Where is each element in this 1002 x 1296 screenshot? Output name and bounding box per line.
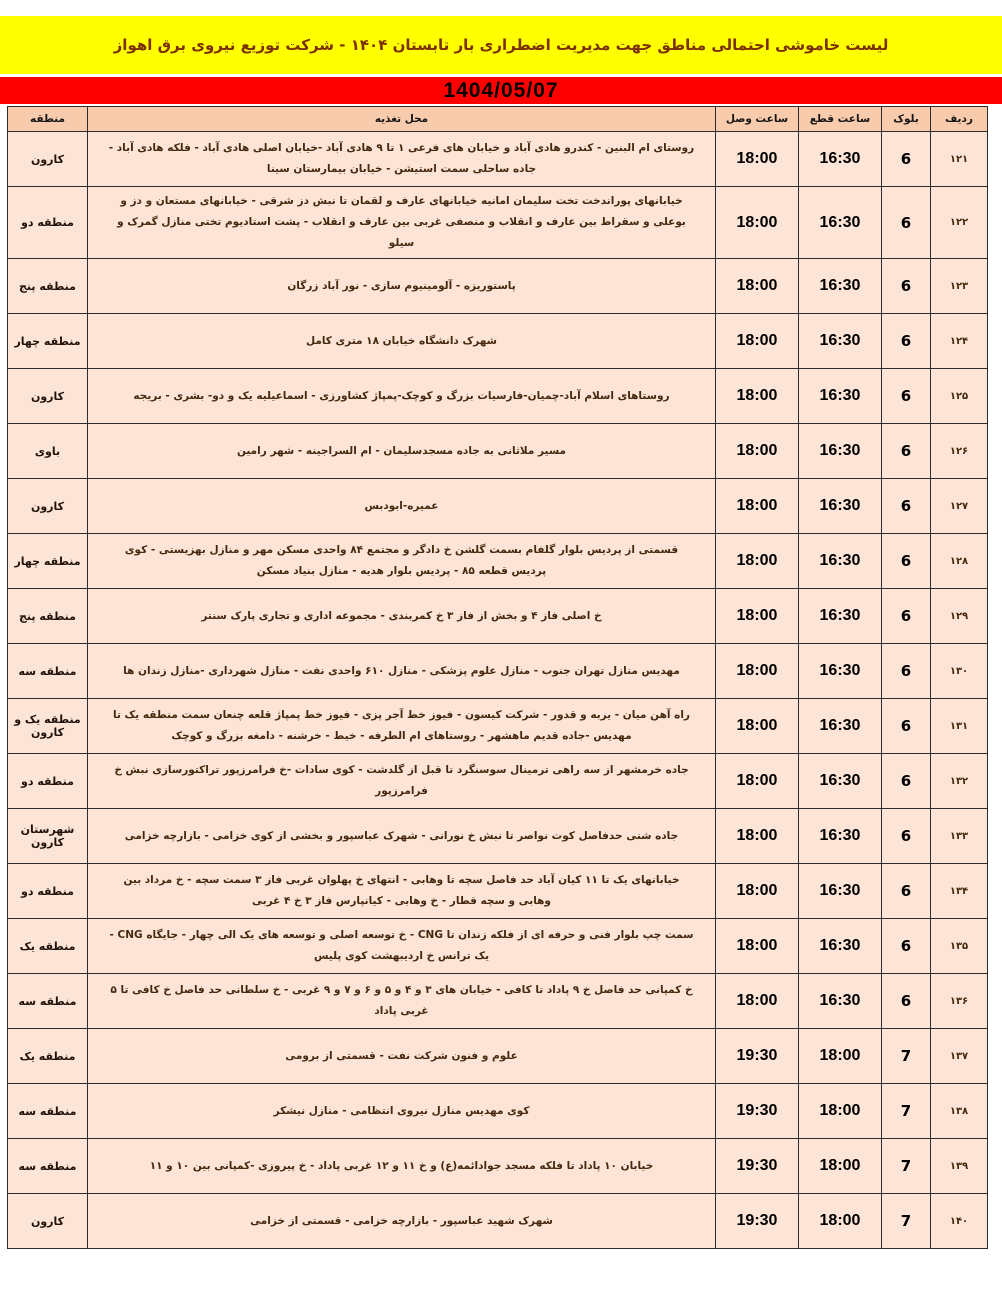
cell-rownum: ۱۲۵ xyxy=(931,369,988,424)
cell-location: قسمتی از پردیس بلوار گلفام بسمت گلشن خ دادگر و مجتمع ۸۴ واحدی مسکن مهر و منازل بهزیستی - کوی پردیس قطعه ۸۵ - پردیس بلوار هدیه - منازل بنیاد مسکن xyxy=(88,534,716,589)
cell-rownum: ۱۳۶ xyxy=(931,974,988,1029)
cell-region: منطقه چهار xyxy=(8,314,88,369)
cell-block: 7 xyxy=(882,1194,931,1249)
cell-rownum: ۱۳۳ xyxy=(931,809,988,864)
cell-on-time: 18:00 xyxy=(716,754,799,809)
cell-on-time: 19:30 xyxy=(716,1139,799,1194)
cell-block: 6 xyxy=(882,809,931,864)
table-row xyxy=(8,1029,988,1084)
header-cell-block: بلوک xyxy=(882,107,931,132)
cell-region: منطقه دو xyxy=(8,754,88,809)
cell-region: باوی xyxy=(8,424,88,479)
cell-rownum: ۱۲۲ xyxy=(931,187,988,259)
cell-off-time: 18:00 xyxy=(799,1194,882,1249)
cell-location: خیابانهای یک تا ۱۱ کیان آباد حد فاصل سچه تا وهابی - انتهای خ پهلوان غربی فاز ۳ سمت سچه - خ مرداد بین وهابی و سچه قطار - خ وهابی - کیانپارس فاز ۳ خ ۴ غربی xyxy=(88,864,716,919)
cell-on-time: 19:30 xyxy=(716,1084,799,1139)
cell-region: منطقه پنج xyxy=(8,259,88,314)
page-title: لیست خاموشی احتمالی مناطق جهت مدیریت اضطراری بار تابستان ۱۴۰۴ - شرکت توزیع نیروی برق اهواز xyxy=(113,36,889,54)
cell-on-time: 18:00 xyxy=(716,699,799,754)
header-row xyxy=(8,107,988,132)
cell-rownum: ۱۳۱ xyxy=(931,699,988,754)
cell-off-time: 16:30 xyxy=(799,534,882,589)
cell-location: شهرک شهید عباسپور - بازارچه خزامی - قسمتی از خزامی xyxy=(88,1194,716,1249)
cell-on-time: 18:00 xyxy=(716,424,799,479)
cell-rownum: ۱۳۴ xyxy=(931,864,988,919)
cell-on-time: 18:00 xyxy=(716,259,799,314)
cell-off-time: 16:30 xyxy=(799,479,882,534)
table-row xyxy=(8,132,988,187)
cell-rownum: ۱۴۰ xyxy=(931,1194,988,1249)
cell-block: 6 xyxy=(882,644,931,699)
cell-off-time: 16:30 xyxy=(799,919,882,974)
table-header xyxy=(8,107,988,132)
cell-on-time: 18:00 xyxy=(716,919,799,974)
cell-off-time: 16:30 xyxy=(799,809,882,864)
table-row xyxy=(8,754,988,809)
date-value: 1404/05/07 xyxy=(443,78,559,102)
cell-off-time: 18:00 xyxy=(799,1029,882,1084)
cell-region: کارون xyxy=(8,479,88,534)
cell-location: خیابان ۱۰ پاداد تا فلکه مسجد جوادائمه(ع) و خ ۱۱ و ۱۲ غربی پاداد - خ پیروزی -کمپانی بین ۱۰ و ۱۱ xyxy=(88,1139,716,1194)
cell-off-time: 16:30 xyxy=(799,589,882,644)
header-cell-rownum: ردیف xyxy=(931,107,988,132)
cell-location: خ کمپانی حد فاصل خ ۹ پاداد تا کافی - خیابان های ۳ و ۴ و ۵ و ۶ و ۷ و ۹ غربی - خ سلطانی حد فاصل خ کافی تا ۵ غربی پاداد xyxy=(88,974,716,1029)
cell-region: منطقه پنج xyxy=(8,589,88,644)
cell-block: 7 xyxy=(882,1084,931,1139)
header-cell-region: منطقه xyxy=(8,107,88,132)
cell-region: منطقه سه xyxy=(8,1084,88,1139)
cell-region: منطقه سه xyxy=(8,974,88,1029)
header-cell-location: محل تغذیه xyxy=(88,107,716,132)
cell-block: 6 xyxy=(882,919,931,974)
cell-block: 7 xyxy=(882,1139,931,1194)
cell-rownum: ۱۲۴ xyxy=(931,314,988,369)
cell-block: 6 xyxy=(882,699,931,754)
table-row xyxy=(8,589,988,644)
cell-off-time: 16:30 xyxy=(799,699,882,754)
header-cell-off-time: ساعت قطع xyxy=(799,107,882,132)
cell-block: 6 xyxy=(882,864,931,919)
cell-location: پاستوریزه - آلومینیوم سازی - نور آباد زرگان xyxy=(88,259,716,314)
cell-on-time: 18:00 xyxy=(716,974,799,1029)
cell-on-time: 18:00 xyxy=(716,187,799,259)
table-row xyxy=(8,1084,988,1139)
table-row xyxy=(8,187,988,259)
cell-off-time: 16:30 xyxy=(799,314,882,369)
cell-location: روستای ام البنین - کندرو هادی آباد و خیابان های فرعی ۱ تا ۹ هادی آباد -خیابان اصلی هادی آباد - فلکه هادی آباد - جاده ساحلی سمت استیشن - خیابان بیمارستان سینا xyxy=(88,132,716,187)
cell-location: سمت چپ بلوار فنی و حرفه ای از فلکه زندان تا CNG - خ توسعه اصلی و توسعه های یک الی چهار - جایگاه CNG - یک ترانس خ اردیبهشت کوی پلیس xyxy=(88,919,716,974)
cell-location: کوی مهدیس منازل نیروی انتظامی - منازل نیشکر xyxy=(88,1084,716,1139)
table-row xyxy=(8,1139,988,1194)
cell-off-time: 16:30 xyxy=(799,424,882,479)
cell-location: مسیر ملاثانی به جاده مسجدسلیمان - ام السراجینه - شهر رامین xyxy=(88,424,716,479)
table-row xyxy=(8,864,988,919)
cell-block: 6 xyxy=(882,424,931,479)
cell-rownum: ۱۳۷ xyxy=(931,1029,988,1084)
cell-off-time: 16:30 xyxy=(799,369,882,424)
cell-rownum: ۱۲۹ xyxy=(931,589,988,644)
table-row xyxy=(8,314,988,369)
cell-location: علوم و فنون شرکت نفت - قسمتی از برومی xyxy=(88,1029,716,1084)
cell-region: کارون xyxy=(8,132,88,187)
cell-off-time: 18:00 xyxy=(799,1084,882,1139)
outage-table xyxy=(7,106,988,1249)
cell-region: کارون xyxy=(8,1194,88,1249)
cell-rownum: ۱۳۵ xyxy=(931,919,988,974)
cell-region: منطقه یک xyxy=(8,919,88,974)
cell-on-time: 18:00 xyxy=(716,589,799,644)
cell-region: منطقه یک و کارون xyxy=(8,699,88,754)
cell-on-time: 18:00 xyxy=(716,864,799,919)
cell-rownum: ۱۲۷ xyxy=(931,479,988,534)
cell-on-time: 18:00 xyxy=(716,809,799,864)
cell-rownum: ۱۲۶ xyxy=(931,424,988,479)
cell-region: کارون xyxy=(8,369,88,424)
cell-region: منطقه دو xyxy=(8,864,88,919)
cell-off-time: 16:30 xyxy=(799,754,882,809)
page xyxy=(0,16,1002,1296)
cell-region: منطقه دو xyxy=(8,187,88,259)
cell-location: روستاهای اسلام آباد-چمیان-فارسیات بزرگ و کوچک-پمپاژ کشاورزی - اسماعیلیه یک و دو- بشری - بریجه xyxy=(88,369,716,424)
cell-block: 6 xyxy=(882,479,931,534)
cell-on-time: 18:00 xyxy=(716,314,799,369)
cell-off-time: 16:30 xyxy=(799,864,882,919)
table-row xyxy=(8,369,988,424)
table-row xyxy=(8,644,988,699)
cell-block: 6 xyxy=(882,589,931,644)
cell-block: 6 xyxy=(882,754,931,809)
cell-off-time: 16:30 xyxy=(799,132,882,187)
table-row xyxy=(8,259,988,314)
header-cell-on-time: ساعت وصل xyxy=(716,107,799,132)
cell-region: منطقه سه xyxy=(8,644,88,699)
table-body xyxy=(8,132,988,1249)
cell-off-time: 16:30 xyxy=(799,187,882,259)
cell-location: جاده شنی حدفاصل کوت نواصر تا نبش خ نورانی - شهرک عباسپور و بخشی از کوی خزامی - بازارچه خزامی xyxy=(88,809,716,864)
cell-location: راه آهن میان - یربه و قدور - شرکت کیسون - فیوز خط آجر پزی - فیوز خط پمپاژ قلعه چنعان سمت منطقه یک تا مهدیس -جاده قدیم ماهشهر - روستاهای ام الطرفه - خیط - خرشنه - دامغه بزرگ و کوچک xyxy=(88,699,716,754)
cell-rownum: ۱۳۰ xyxy=(931,644,988,699)
cell-on-time: 19:30 xyxy=(716,1029,799,1084)
table-row xyxy=(8,424,988,479)
cell-location: مهدیس منازل تهران جنوب - منازل علوم پزشکی - منازل ۶۱۰ واحدی نفت - منازل شهرداری -منازل زندان ها xyxy=(88,644,716,699)
cell-on-time: 18:00 xyxy=(716,132,799,187)
cell-on-time: 19:30 xyxy=(716,1194,799,1249)
table-row xyxy=(8,534,988,589)
table-row xyxy=(8,699,988,754)
cell-location: خ اصلی فاز ۴ و بخش از فاز ۳ خ کمربندی - مجموعه اداری و تجاری پارک سنتر xyxy=(88,589,716,644)
table-row xyxy=(8,919,988,974)
cell-on-time: 18:00 xyxy=(716,479,799,534)
cell-location: عمیره-ابودبس xyxy=(88,479,716,534)
table-row xyxy=(8,974,988,1029)
cell-rownum: ۱۲۳ xyxy=(931,259,988,314)
cell-region: منطقه یک xyxy=(8,1029,88,1084)
cell-off-time: 16:30 xyxy=(799,644,882,699)
table-row xyxy=(8,1194,988,1249)
cell-region: منطقه چهار xyxy=(8,534,88,589)
cell-rownum: ۱۲۱ xyxy=(931,132,988,187)
cell-on-time: 18:00 xyxy=(716,369,799,424)
date-banner xyxy=(0,77,1002,104)
cell-location: شهرک دانشگاه خیابان ۱۸ متری کامل xyxy=(88,314,716,369)
cell-rownum: ۱۳۸ xyxy=(931,1084,988,1139)
cell-region: شهرستان کارون xyxy=(8,809,88,864)
cell-on-time: 18:00 xyxy=(716,644,799,699)
cell-location: خیابانهای پوراندخت تخت سلیمان امانیه خیابانهای عارف و لقمان تا نبش دز شرقی - خیابانهای مستعان و دز و بوعلی و سقراط بین عارف و انقلاب و منصفی غربی بین عارف و انقلاب - پشت استادیوم تختی منازل گمرک و سیلو xyxy=(88,187,716,259)
cell-rownum: ۱۲۸ xyxy=(931,534,988,589)
cell-on-time: 18:00 xyxy=(716,534,799,589)
cell-block: 6 xyxy=(882,314,931,369)
cell-block: 6 xyxy=(882,534,931,589)
cell-block: 6 xyxy=(882,259,931,314)
cell-block: 7 xyxy=(882,1029,931,1084)
cell-rownum: ۱۳۹ xyxy=(931,1139,988,1194)
cell-off-time: 16:30 xyxy=(799,259,882,314)
cell-block: 6 xyxy=(882,187,931,259)
cell-off-time: 16:30 xyxy=(799,974,882,1029)
table-row xyxy=(8,809,988,864)
cell-block: 6 xyxy=(882,132,931,187)
cell-region: منطقه سه xyxy=(8,1139,88,1194)
cell-off-time: 18:00 xyxy=(799,1139,882,1194)
cell-rownum: ۱۳۲ xyxy=(931,754,988,809)
cell-block: 6 xyxy=(882,974,931,1029)
cell-location: جاده خرمشهر از سه راهی ترمینال سوسنگرد تا قبل از گلدشت - کوی سادات -خ فرامرزپور تراکتورسازی نبش خ فرامرزپور xyxy=(88,754,716,809)
cell-block: 6 xyxy=(882,369,931,424)
title-banner xyxy=(0,16,1002,74)
table-row xyxy=(8,479,988,534)
